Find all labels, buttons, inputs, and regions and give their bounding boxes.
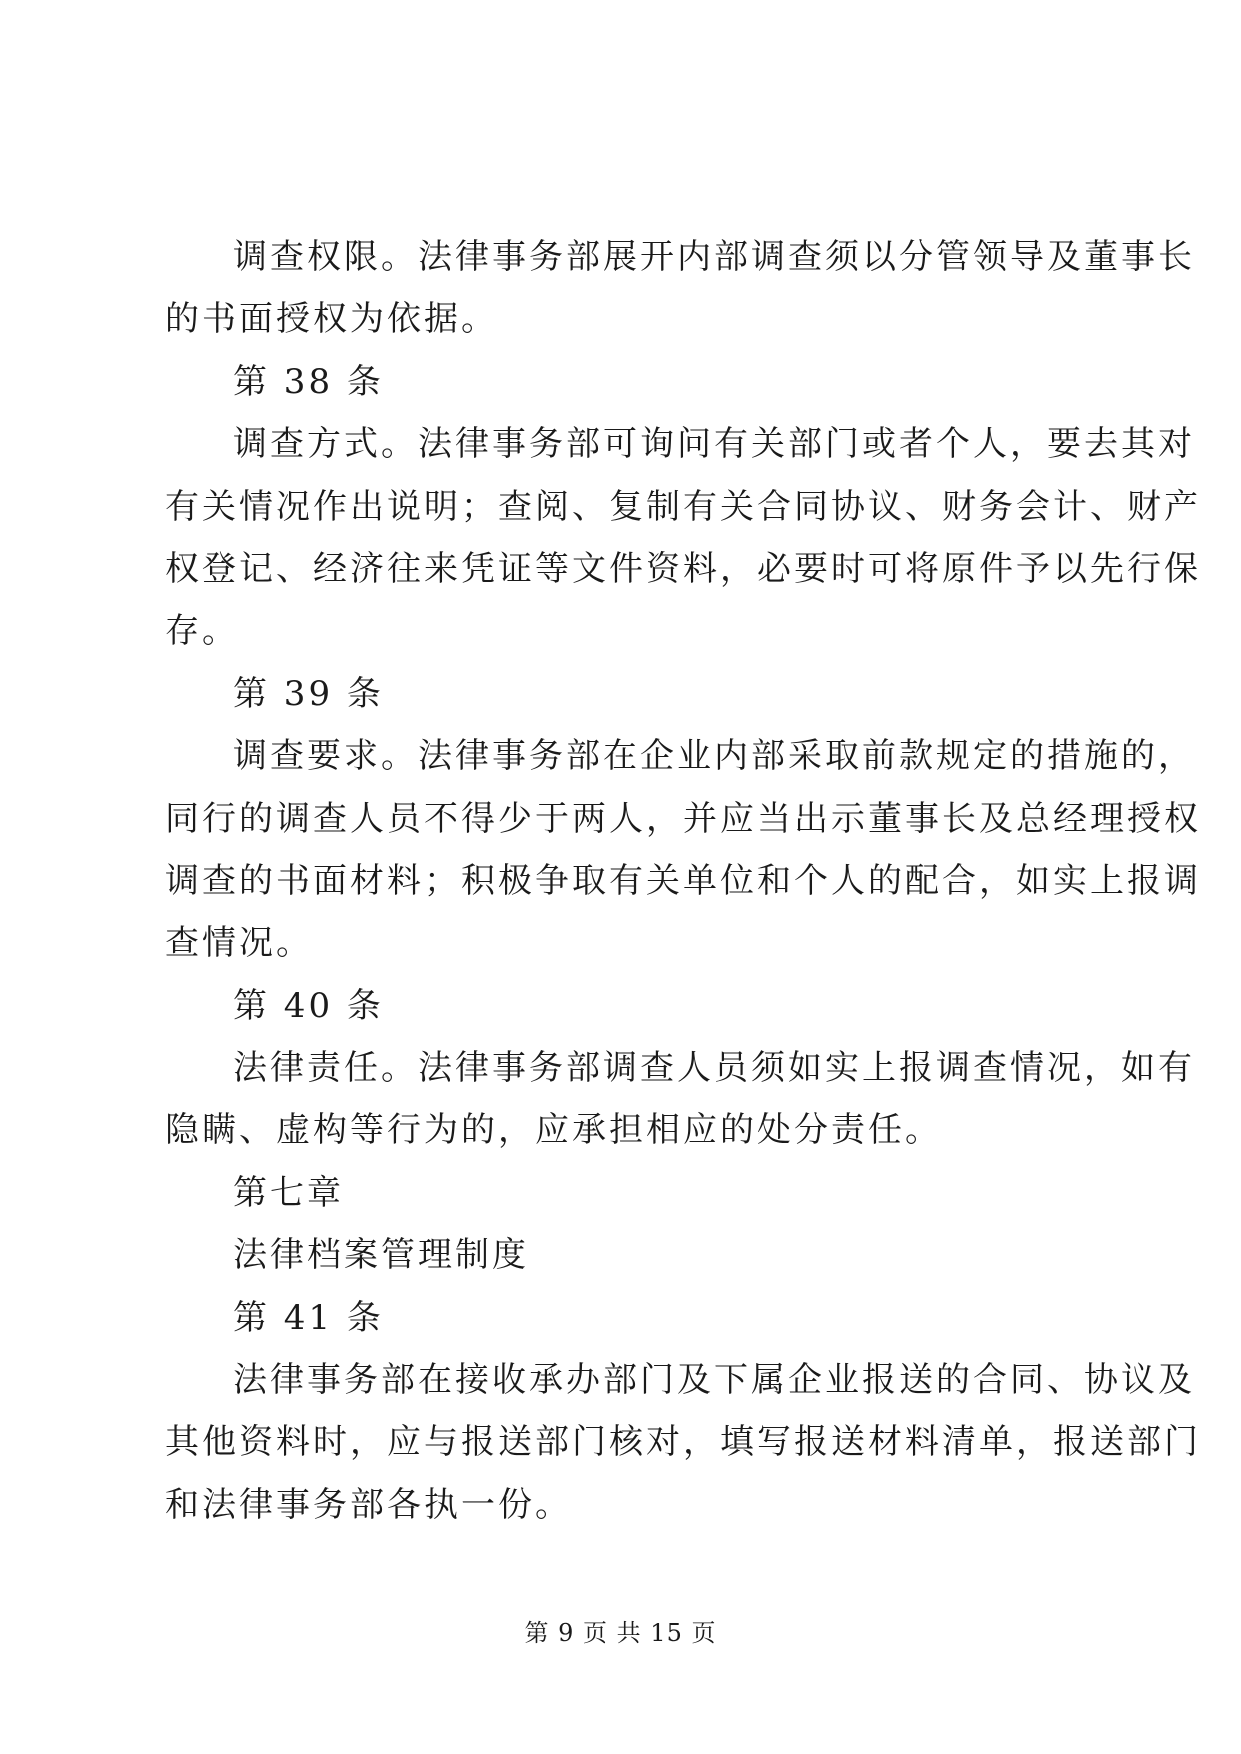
paragraph-line: 同行的调查人员不得少于两人，并应当出示董事长及总经理授权 xyxy=(165,798,1201,839)
paragraph-line: 隐瞒、虚构等行为的，应承担相应的处分责任。 xyxy=(165,1110,942,1151)
document-body xyxy=(165,226,1201,1536)
chapter-heading: 第七章 xyxy=(233,1172,344,1213)
paragraph-line: 调查方式。法律事务部可询问有关部门或者个人，要去其对 xyxy=(233,424,1195,465)
paragraph-line: 的书面授权为依据。 xyxy=(165,299,498,340)
page-number-footer: 第 9 页 共 15 页 xyxy=(524,1619,717,1647)
paragraph-line: 和法律事务部各执一份。 xyxy=(165,1484,572,1525)
paragraph-line: 其他资料时，应与报送部门核对，填写报送材料清单，报送部门 xyxy=(165,1422,1201,1463)
paragraph-line: 调查的书面材料；积极争取有关单位和个人的配合，如实上报调 xyxy=(165,860,1201,901)
article-heading: 第 40 条 xyxy=(233,985,384,1026)
paragraph-line: 法律事务部在接收承办部门及下属企业报送的合同、协议及 xyxy=(233,1360,1195,1401)
paragraph-line: 权登记、经济往来凭证等文件资料，必要时可将原件予以先行保 xyxy=(165,548,1201,589)
paragraph-line: 调查权限。法律事务部展开内部调查须以分管领导及董事长 xyxy=(233,237,1195,277)
paragraph-line: 调查要求。法律事务部在企业内部采取前款规定的措施的， xyxy=(233,736,1195,777)
paragraph-line: 法律责任。法律事务部调查人员须如实上报调查情况，如有 xyxy=(233,1048,1195,1089)
paragraph-line: 查情况。 xyxy=(165,923,313,964)
article-heading: 第 39 条 xyxy=(233,673,384,714)
paragraph-line: 存。 xyxy=(165,611,239,652)
article-heading: 第 41 条 xyxy=(233,1297,384,1338)
paragraph-line: 有关情况作出说明；查阅、复制有关合同协议、财务会计、财产 xyxy=(165,486,1201,527)
chapter-title: 法律档案管理制度 xyxy=(233,1235,529,1276)
article-heading: 第 38 条 xyxy=(233,361,384,402)
